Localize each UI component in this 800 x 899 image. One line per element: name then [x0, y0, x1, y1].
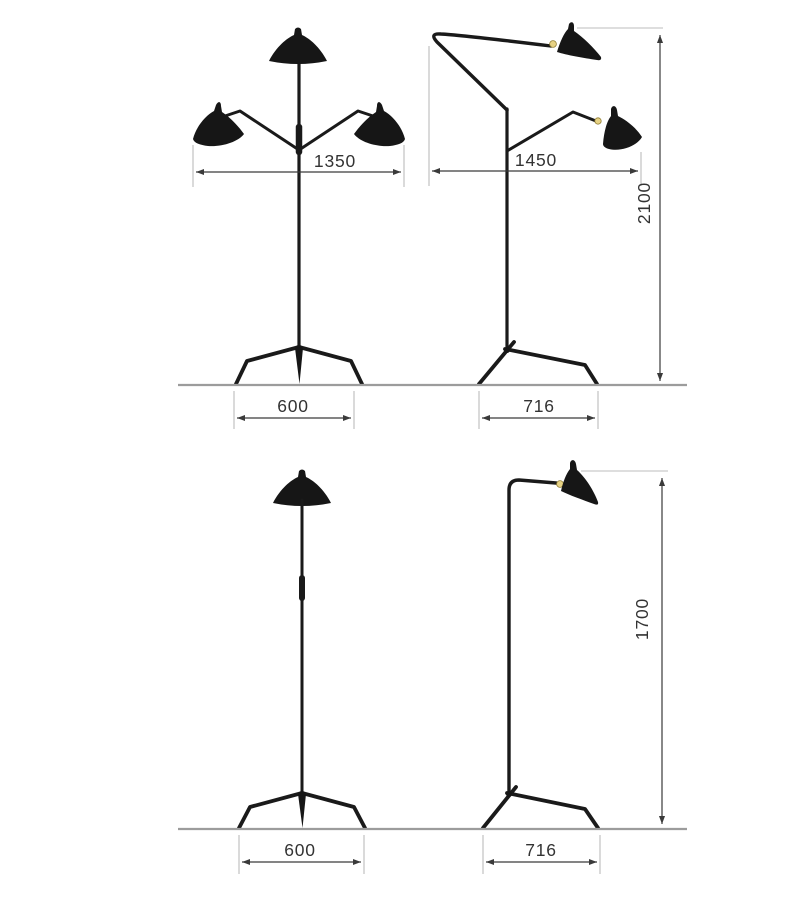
three-arm-lamp-right-leg: [299, 347, 362, 384]
dimension-height-2100: [577, 28, 663, 381]
single-arm-lamp-base-hub: [506, 791, 512, 797]
two-arm-lamp-base-hub: [504, 347, 510, 353]
dimension-label-1350: 1350: [313, 151, 357, 171]
three-arm-lamp-left-leg: [236, 347, 299, 384]
brass-joint: [550, 41, 557, 48]
dimension-label-600-bottom: 600: [284, 840, 316, 860]
two-arm-lamp-long-arm: [434, 34, 551, 110]
lamp-single-arm: [483, 460, 598, 828]
single-cone-lamp-left-leg: [239, 793, 302, 828]
dimension-label-2100: 2100: [634, 181, 654, 225]
dimension-label-716-top: 716: [523, 396, 555, 416]
single-arm-lamp-right-leg: [507, 793, 598, 828]
dimension-base-600-bottom: [239, 835, 364, 874]
lamp-single-cone: [239, 470, 365, 829]
single-cone-lamp-base-hub: [299, 791, 305, 797]
single-arm-lamp-shade: [561, 460, 598, 505]
three-arm-lamp-left-shade: [193, 102, 244, 146]
three-arm-lamp-base-hub: [296, 345, 302, 351]
dimension-height-1700: [581, 471, 668, 824]
lamp-three-arm: [193, 28, 405, 385]
dimension-label-1450: 1450: [514, 150, 558, 170]
dimension-label-716-bottom: 716: [525, 840, 557, 860]
dimension-label-600-top: 600: [277, 396, 309, 416]
dimension-base-716-top: [479, 391, 598, 429]
dimension-base-600-top: [234, 391, 354, 429]
three-arm-lamp-right-shade: [354, 102, 405, 146]
two-arm-lamp-short-arm: [507, 112, 596, 151]
three-arm-lamp-front-leg: [295, 348, 303, 384]
single-arm-lamp-pole: [509, 480, 556, 795]
single-cone-lamp-front-leg: [298, 794, 306, 828]
lamp-two-arm: [434, 22, 642, 384]
three-arm-lamp-top-shade: [269, 28, 327, 65]
two-arm-lamp-right-leg: [505, 349, 597, 384]
dimension-base-716-bottom: [483, 835, 600, 874]
single-cone-lamp-right-leg: [302, 793, 365, 828]
dimension-label-1700: 1700: [632, 597, 652, 641]
two-arm-lamp-lower-shade: [603, 106, 642, 150]
brass-joint: [595, 118, 601, 124]
